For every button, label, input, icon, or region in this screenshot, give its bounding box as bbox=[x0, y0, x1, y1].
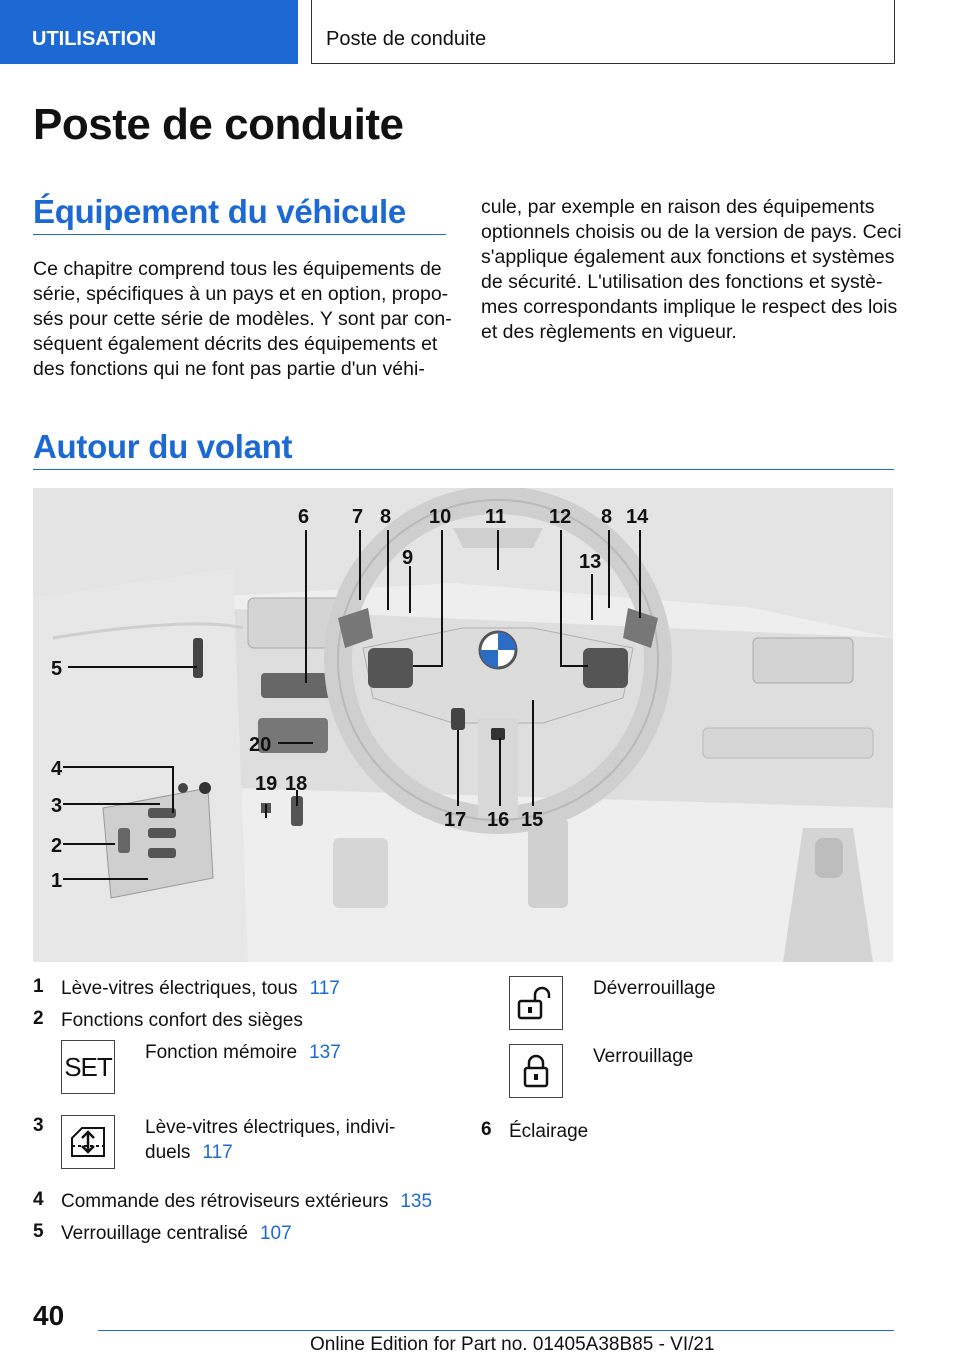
text-line: s'applique également aux fonctions et systèmes bbox=[481, 246, 895, 268]
equipment-right-column bbox=[481, 195, 902, 345]
legend-text: Fonctions confort des sièges bbox=[61, 1010, 303, 1031]
legend-item bbox=[145, 1040, 341, 1065]
unlock-glyph bbox=[516, 985, 556, 1021]
legend-text: Fonction mémoire bbox=[145, 1042, 298, 1063]
page-number: 40 bbox=[33, 1300, 65, 1331]
text-line: des fonctions qui ne font pas partie d'un véhi- bbox=[33, 358, 425, 380]
set-icon bbox=[61, 1040, 115, 1094]
page-reference[interactable]: 107 bbox=[259, 1223, 292, 1244]
steering-heading: Autour du volant bbox=[33, 428, 293, 465]
legend-number: 4 bbox=[33, 1189, 44, 1210]
window-switch-glyph bbox=[68, 1124, 108, 1160]
section-tab: UTILISATION bbox=[0, 0, 298, 64]
equipment-heading: Équipement du véhicule bbox=[33, 193, 406, 230]
callout-12: 12 bbox=[549, 506, 572, 528]
equipment-left-column bbox=[33, 257, 452, 382]
text-line: mes correspondants implique le respect des lois bbox=[481, 296, 898, 318]
legend-number: 3 bbox=[33, 1115, 44, 1136]
page-reference[interactable]: 117 bbox=[202, 1142, 233, 1163]
text-line: de sécurité. L'utilisation des fonctions et systè- bbox=[481, 271, 883, 293]
callout-6: 6 bbox=[298, 506, 310, 528]
callout-19: 19 bbox=[255, 773, 278, 795]
text-line: cule, par exemple en raison des équipements bbox=[481, 196, 875, 218]
legend-text: Verrouillage bbox=[593, 1046, 694, 1067]
callout-10: 10 bbox=[429, 506, 452, 528]
unlock-icon bbox=[509, 976, 563, 1030]
legend-text: Lève-vitres électriques, tous bbox=[61, 978, 298, 999]
legend-number: 1 bbox=[33, 976, 44, 997]
callout-16: 16 bbox=[487, 809, 510, 831]
cockpit-illustration bbox=[33, 488, 893, 962]
legend-number: 6 bbox=[481, 1119, 492, 1140]
legend-text: Verrouillage centralisé bbox=[61, 1223, 248, 1244]
legend-text: Commande des rétroviseurs extérieurs bbox=[61, 1191, 389, 1212]
callout-7: 7 bbox=[352, 506, 364, 528]
legend-item bbox=[61, 976, 340, 1001]
footer-rule bbox=[98, 1330, 894, 1331]
callout-17: 17 bbox=[444, 809, 467, 831]
callout-9: 9 bbox=[402, 547, 414, 569]
legend-item bbox=[61, 1189, 432, 1214]
text-line: Ce chapitre comprend tous les équipements de bbox=[33, 258, 442, 280]
legend-text: Lève-vitres électriques, indivi- bbox=[145, 1117, 396, 1138]
callout-5: 5 bbox=[51, 658, 63, 680]
text-line: optionnels choisis ou de la version de pays. Ceci bbox=[481, 221, 902, 243]
callout-8-right: 8 bbox=[601, 506, 613, 528]
callout-11: 11 bbox=[485, 506, 507, 528]
callout-3: 3 bbox=[51, 795, 63, 817]
callout-2: 2 bbox=[51, 835, 63, 857]
callout-18: 18 bbox=[285, 773, 308, 795]
legend-text: duels bbox=[145, 1142, 191, 1163]
legend-number: 5 bbox=[33, 1221, 44, 1242]
page-reference[interactable]: 117 bbox=[309, 978, 340, 999]
callout-8: 8 bbox=[380, 506, 392, 528]
callout-14: 14 bbox=[626, 506, 649, 528]
callout-1: 1 bbox=[51, 870, 63, 892]
text-line: et des règlements en vigueur. bbox=[481, 321, 737, 343]
callout-13: 13 bbox=[579, 551, 602, 573]
equipment-rule bbox=[33, 234, 446, 235]
page-reference[interactable]: 137 bbox=[309, 1042, 341, 1063]
legend-item bbox=[61, 1221, 292, 1246]
callout-20: 20 bbox=[249, 734, 272, 756]
chapter-title: Poste de conduite bbox=[311, 0, 895, 64]
footer-edition: Online Edition for Part no. 01405A38B85 - VI/21 bbox=[310, 1334, 715, 1355]
lock-glyph bbox=[516, 1053, 556, 1089]
page-title: Poste de conduite bbox=[33, 100, 404, 149]
lock-icon bbox=[509, 1044, 563, 1098]
set-icon-label: SET bbox=[64, 1051, 112, 1082]
text-line: sés pour cette série de modèles. Y sont par con- bbox=[33, 308, 452, 330]
page-reference[interactable]: 135 bbox=[400, 1191, 433, 1212]
callout-4: 4 bbox=[51, 758, 63, 780]
text-line: série, spécifiques à un pays et en option, propo- bbox=[33, 283, 449, 305]
steering-rule bbox=[33, 469, 894, 470]
legend-text: Éclairage bbox=[509, 1121, 589, 1142]
callout-15: 15 bbox=[521, 809, 544, 831]
text-line: séquent également décrits des équipements et bbox=[33, 333, 438, 355]
cockpit-drawing bbox=[33, 488, 893, 962]
legend-number: 2 bbox=[33, 1008, 44, 1029]
legend-item bbox=[145, 1115, 395, 1165]
window-switch-icon bbox=[61, 1115, 115, 1169]
legend-text: Déverrouillage bbox=[593, 978, 716, 999]
